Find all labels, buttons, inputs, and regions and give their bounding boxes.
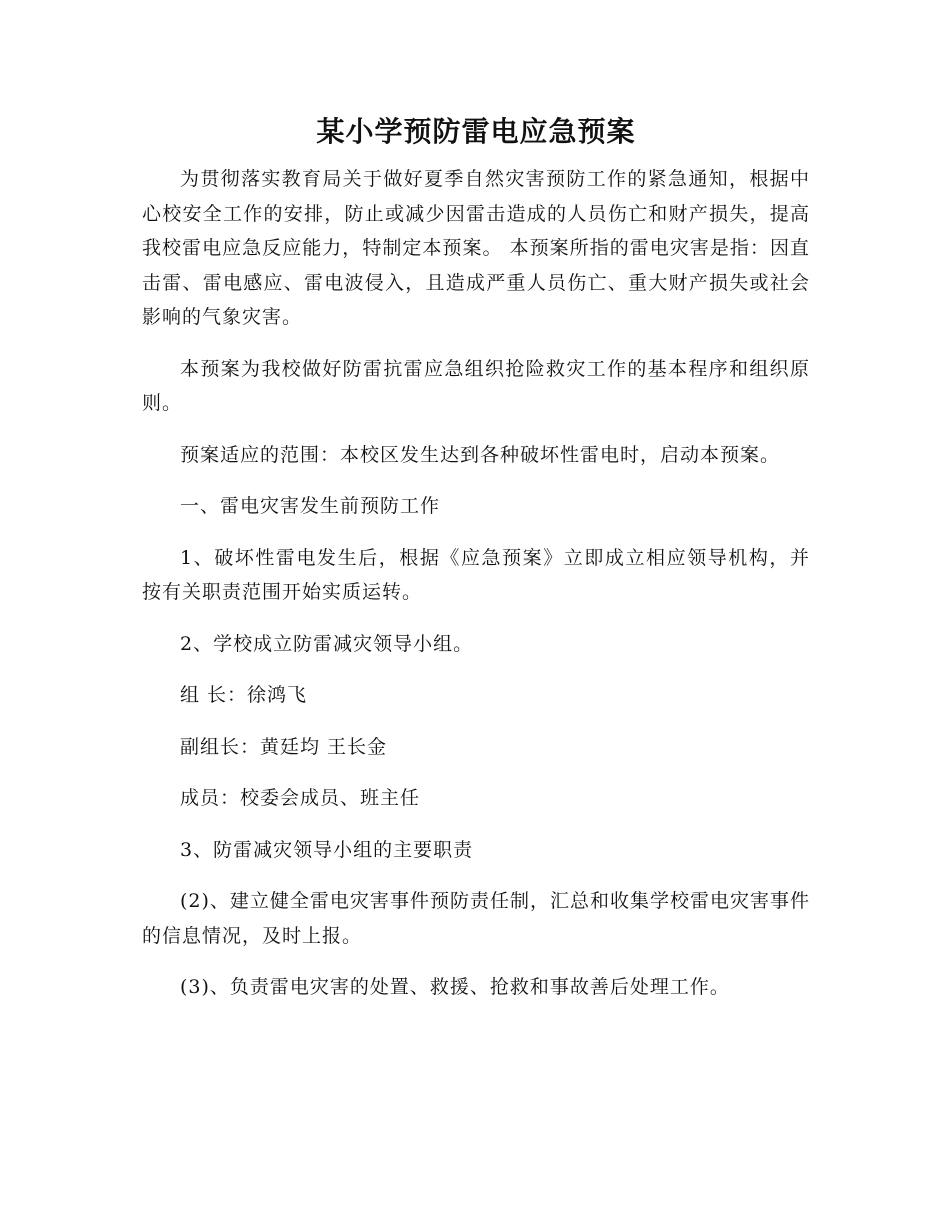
paragraph-intro: 为贯彻落实教育局关于做好夏季自然灾害预防工作的紧急通知，根据中心校安全工作的安排，防止或减少因雷击造成的人员伤亡和财产损失，提高我校雷电应急反应能力，特制定本预案。 本预案所指的雷电灾害是指：因直击雷、雷电感应、雷电波侵入，且造成严重人员伤亡、重大财产损失或社会影响的气象灾害。 [142, 168, 810, 328]
paragraph-scope: 预案适应的范围：本校区发生达到各种破坏性雷电时，启动本预案。 [180, 443, 781, 466]
paragraph-item-1: 1、破坏性雷电发生后，根据《应急预案》立即成立相应领导机构，并按有关职责范围开始实质运转。 [142, 546, 810, 603]
paragraph-item-3: 3、防雷减灾领导小组的主要职责 [180, 838, 474, 861]
members-line: 成员：校委会成员、班主任 [180, 787, 421, 809]
paragraph-item-2: 2、学校成立防雷减灾领导小组。 [180, 632, 474, 655]
document-title: 某小学预防雷电应急预案 [316, 115, 636, 148]
document-body [142, 112, 810, 1022]
deputy-leader-line: 副组长：黄廷均 王长金 [180, 735, 388, 758]
paragraph-purpose: 本预案为我校做好防雷抗雷应急组织抢险救灾工作的基本程序和组织原则。 [142, 357, 810, 414]
leader-line: 组 长：徐鸿飞 [180, 684, 308, 706]
section-heading-prevention: 一、雷电灾害发生前预防工作 [180, 495, 441, 517]
duty-item-2: (2)、建立健全雷电灾害事件预防责任制，汇总和收集学校雷电灾害事件的信息情况，及时上报。 [142, 890, 810, 947]
duty-item-3: (3)、负责雷电灾害的处置、救援、抢救和事故善后处理工作。 [180, 976, 730, 998]
